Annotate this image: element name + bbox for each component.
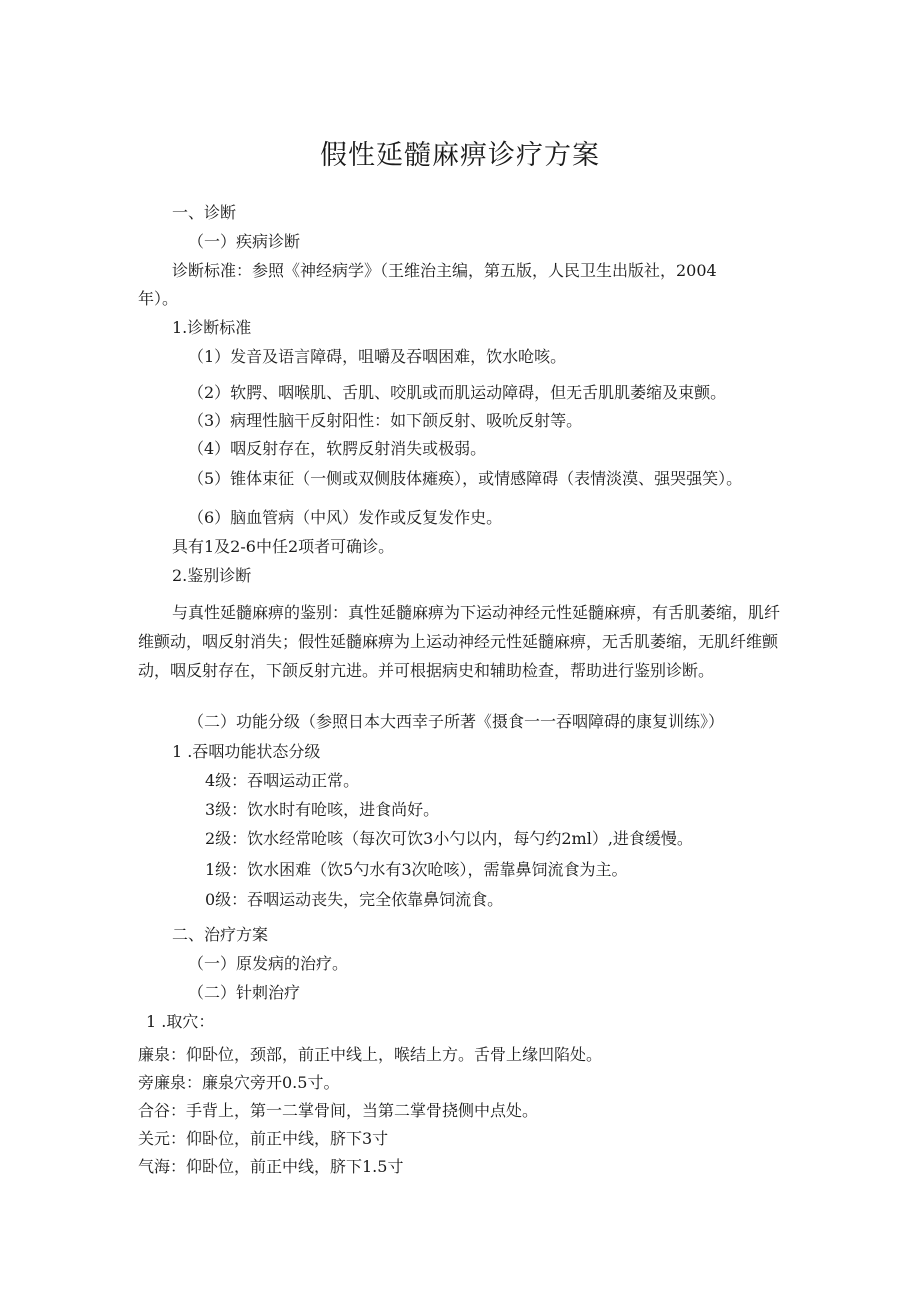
criteria-heading: 1.诊断标准	[172, 318, 252, 337]
subsection-disease-diagnosis: （一）疾病诊断	[188, 232, 301, 251]
swallow-grade-heading: 1 .吞咽功能状态分级	[172, 742, 321, 761]
acupoint-item: 关元：仰卧位，前正中线，脐下3寸	[138, 1129, 389, 1148]
subsection-function-grading: （二）功能分级（参照日本大西幸子所著《摄食一一吞咽障碍的康复训练》）	[188, 712, 725, 731]
criteria-item: （5）锥体束征（一侧或双侧肢体瘫痪），或情感障碍（表情淡漠、强哭强笑）。	[188, 469, 743, 488]
acupoint-item: 廉泉：仰卧位，颈部，前正中线上，喉结上方。舌骨上缘凹陷处。	[138, 1045, 603, 1064]
document-title: 假性延髓麻痹诊疗方案	[320, 140, 600, 171]
diagnosis-standard-line1: 诊断标准：参照《神经病学》（王维治主编，第五版，人民卫生出版社，2004	[172, 261, 717, 280]
subsection-primary-treatment: （一）原发病的治疗。	[188, 954, 349, 973]
criteria-item: （6）脑血管病（中风）发作或反复发作史。	[188, 508, 503, 527]
acupoint-item: 合谷：手背上，第一二掌骨间，当第二掌骨挠侧中点处。	[138, 1101, 539, 1120]
differential-heading: 2.鉴别诊断	[172, 566, 252, 585]
grade-item: 3级：饮水时有呛咳，进食尚好。	[205, 800, 440, 819]
acupoint-item: 气海：仰卧位，前正中线，脐下1.5寸	[138, 1157, 404, 1176]
grade-item: 2级：饮水经常呛咳（每次可饮3小勺以内，每勺约2ml）,进食缓慢。	[205, 829, 693, 848]
grade-item: 4级：吞咽运动正常。	[205, 771, 360, 790]
acupoint-item: 旁廉泉：廉泉穴旁开0.5寸。	[138, 1073, 340, 1092]
section-diagnosis-heading: 一、诊断	[172, 203, 237, 222]
section-treatment-heading: 二、治疗方案	[172, 925, 269, 944]
acupoints-heading: 1 .取穴：	[146, 1012, 215, 1031]
grade-item: 0级：吞咽运动丧失，完全依靠鼻饲流食。	[205, 890, 504, 909]
criteria-item: （3）病理性脑干反射阳性：如下颌反射、吸吮反射等。	[188, 411, 583, 430]
grade-item: 1级：饮水困难（饮5勺水有3次呛咳），需靠鼻饲流食为主。	[205, 860, 628, 879]
differential-paragraph: 与真性延髓麻痹的鉴别：真性延髓麻痹为下运动神经元性延髓麻痹，有舌肌萎缩，肌纤维颤动，咽反射消失；假性延髓麻痹为上运动神经元性延髓麻痹，无舌肌萎缩，无肌纤维颤动，咽反射存在，下颌反射亢进。并可根据病史和辅助检查，帮助进行鉴别诊断。	[138, 603, 781, 680]
diagnosis-standard-line2: 年）。	[138, 289, 179, 308]
subsection-acupuncture: （二）针刺治疗	[188, 983, 301, 1002]
confirmation-rule: 具有1及2-6中任2项者可确诊。	[172, 537, 395, 556]
criteria-item: （4）咽反射存在，软腭反射消失或极弱。	[188, 439, 487, 458]
criteria-item: （1）发音及语言障碍，咀嚼及吞咽困难，饮水呛咳。	[188, 347, 567, 366]
criteria-item: （2）软腭、咽喉肌、舌肌、咬肌或而肌运动障碍，但无舌肌肌萎缩及束颤。	[188, 383, 727, 402]
